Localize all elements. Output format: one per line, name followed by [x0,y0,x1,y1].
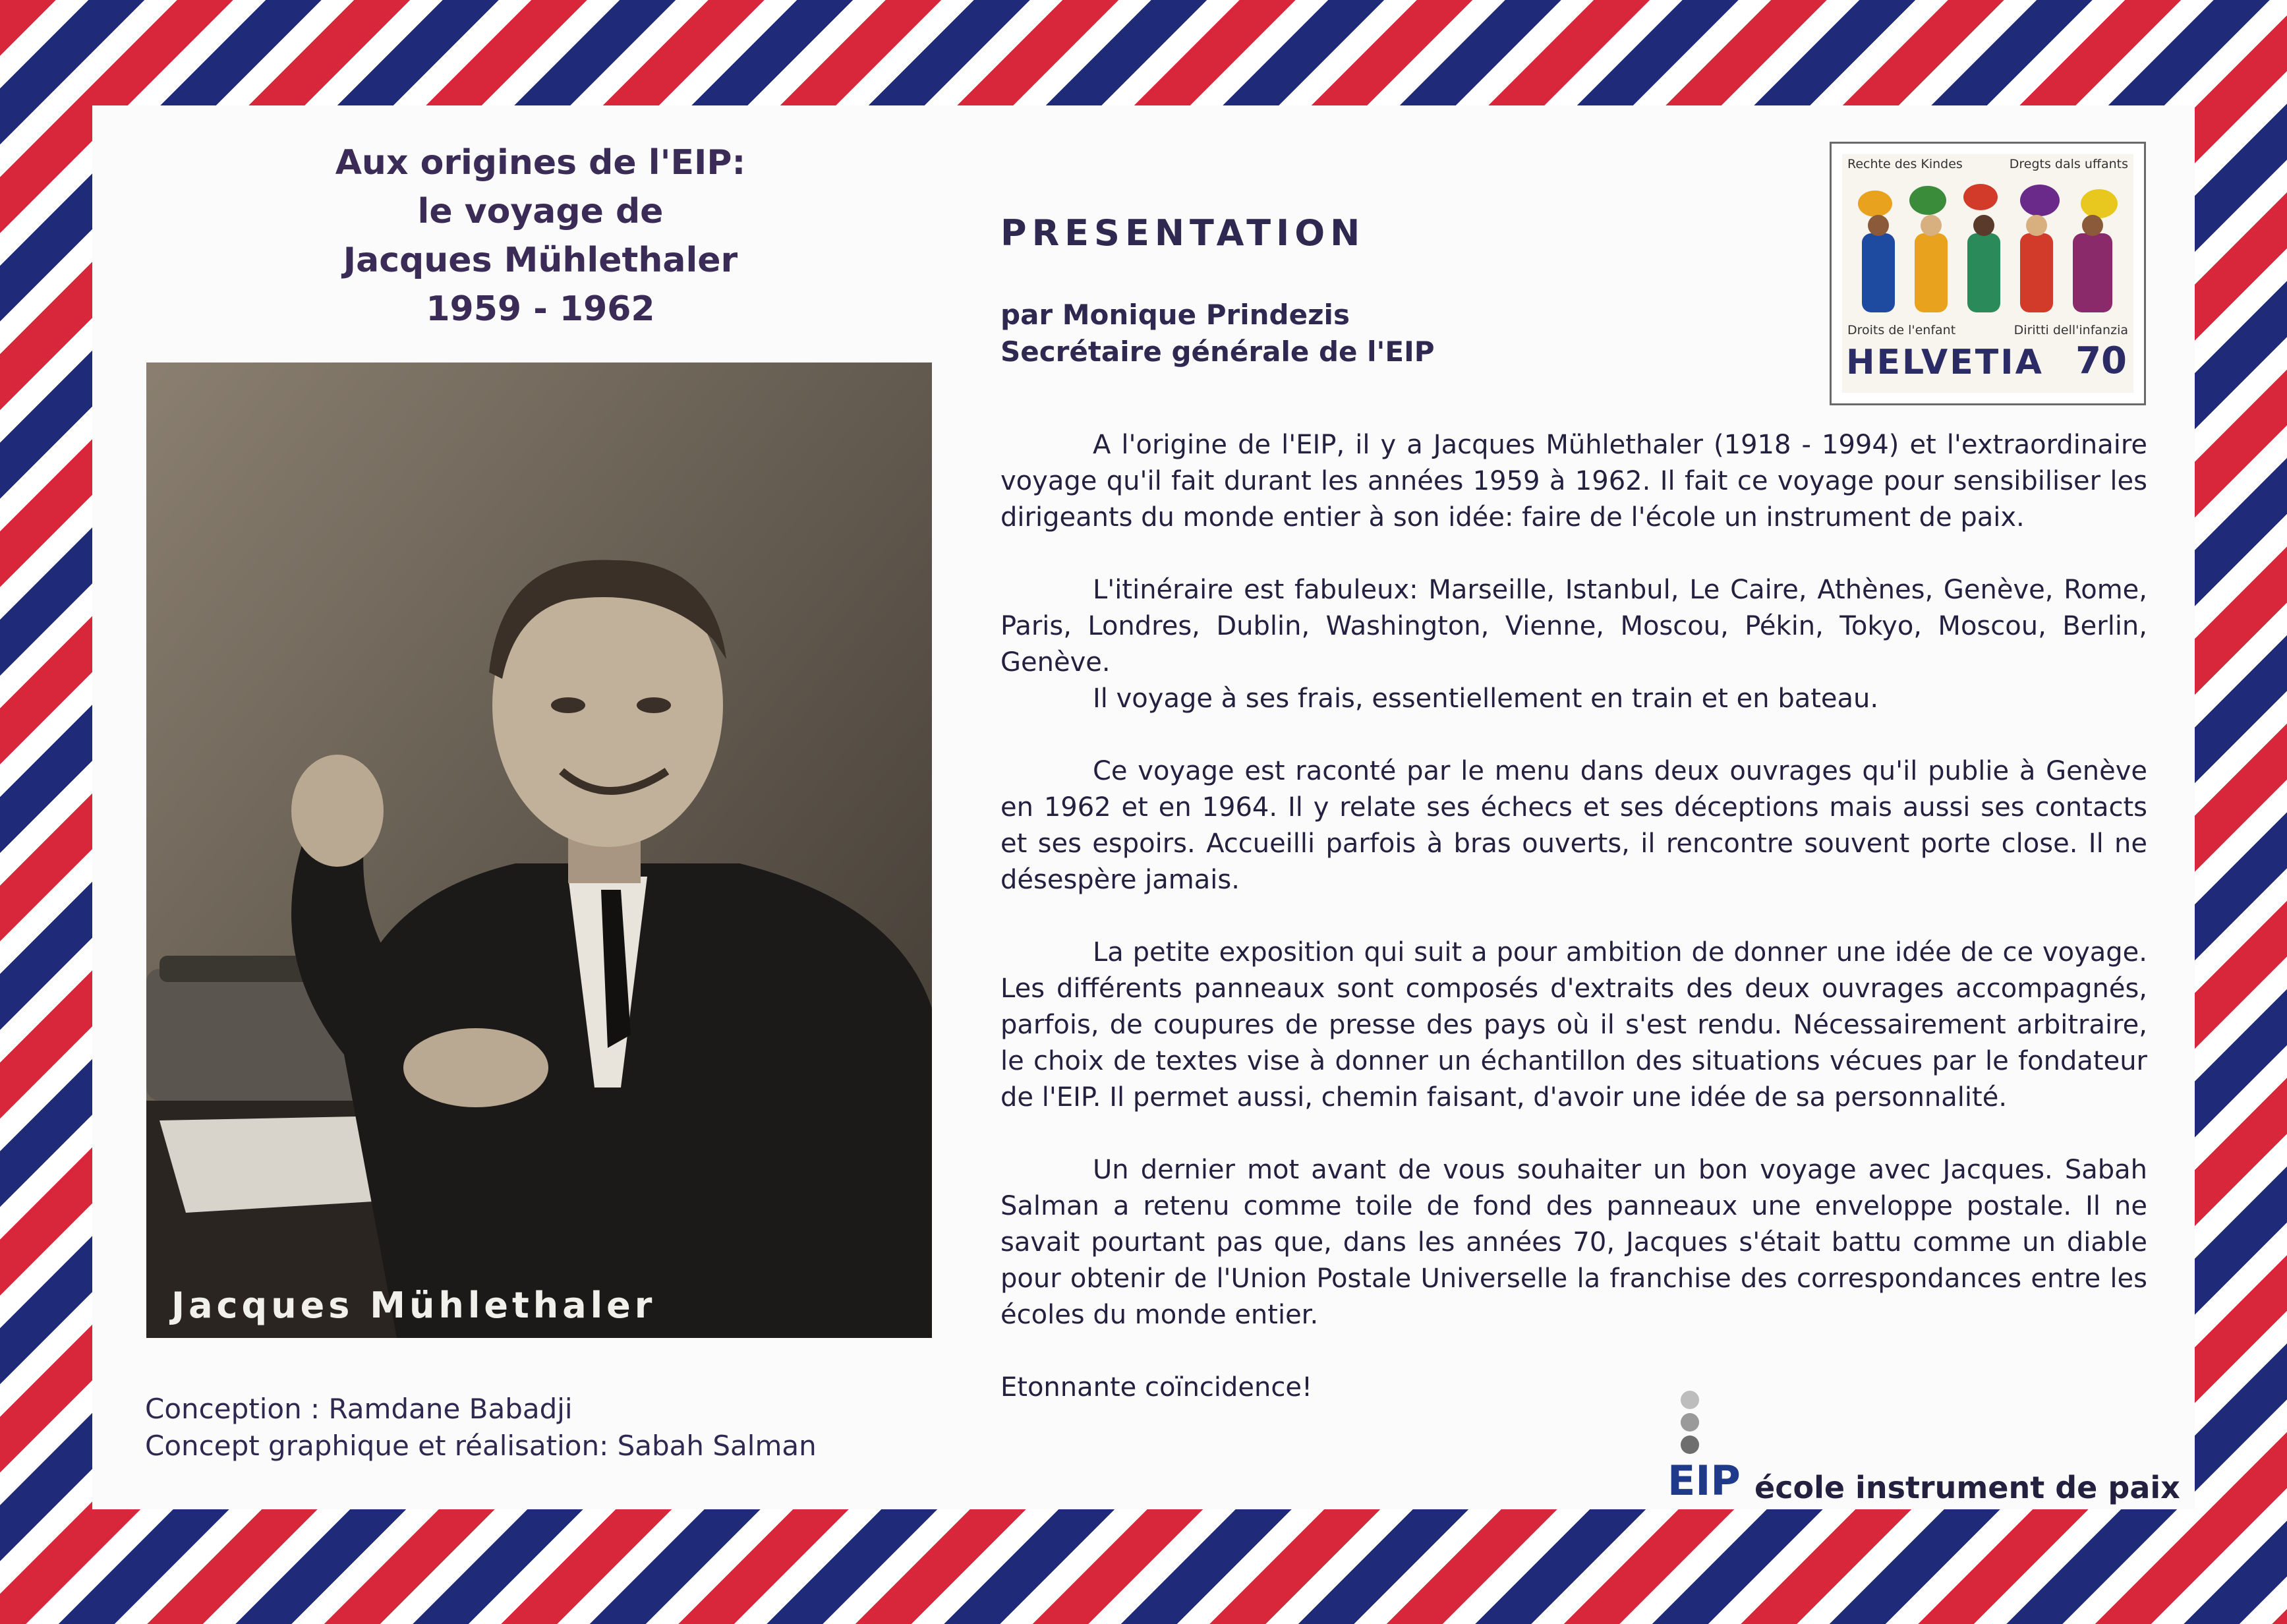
author-role: Secrétaire générale de l'EIP [1000,335,1435,368]
paragraph: A l'origine de l'EIP, il y a Jacques Mühlethaler (1918 - 1994) et l'extraordinaire voyage qu'il fait durant les années 1959 à 1962. Il fait ce voyage pour sensibiliser les dirigeants du monde entier à son idée: faire de l'école un instrument de paix. [1000,430,2147,533]
title-line: le voyage de [417,192,664,231]
title-line: Aux origines de l'EIP: [335,143,746,183]
stamp-label: Droits de l'enfant [1847,323,1956,337]
credits [145,1391,817,1464]
paragraph: Un dernier mot avant de vous souhaiter un bon voyage avec Jacques. Sabah Salman a retenu comme toile de fond des panneaux une enveloppe postale. Il ne savait pourtant pas que, dans les années 70, Jacques s'était battu comme un diable pour obtenir de l'Union Postale Universelle la franchise des correspondances entre les écoles du monde entier. [1000,1155,2147,1330]
credit-conception: Conception : Ramdane Babadji [145,1393,573,1425]
stamp-country: HELVETIA [1846,343,2044,382]
section-heading: PRESENTATION [1000,212,1366,254]
stamp-label: Dregts dals uffants [2009,157,2128,171]
byline [1000,297,1435,370]
title-line: 1959 - 1962 [426,289,655,329]
stamp-label: Diritti dell'infanzia [2013,323,2128,337]
paragraph: Il voyage à ses frais, essentiellement en train et en bateau. [1093,683,1879,714]
presentation-text [1000,427,2147,1442]
paragraph: La petite exposition qui suit a pour ambition de donner une idée de ce voyage. Les différents panneaux sont composés d'extraits des deux ouvrages accompagnés, parfois, de coupures de presse des pays où il s'est rendu. Nécessairement arbitraire, le choix de textes vise à donner un échantillon des situations vécues par le fondateur de l'EIP. Il permet aussi, chemin faisant, d'avoir une idée de sa personnalité. [1000,937,2147,1113]
paragraph: Ce voyage est raconté par le menu dans deux ouvrages qu'il publie à Genève en 1962 et en 1964. Il y relate ses échecs et ses déceptions mais aussi ses contacts et ses espoirs. Accueilli parfois à bras ouverts, il rencontre souvent porte close. Il ne désespère jamais. [1000,756,2147,895]
logo-dot [1681,1436,1699,1454]
logo-acronym: EIP [1667,1457,1741,1505]
title-line: Jacques Mühlethaler [343,241,738,280]
author-name: par Monique Prindezis [1000,299,1350,331]
portrait-photo [146,362,932,1338]
portrait-illustration [146,362,932,1338]
paragraph: L'itinéraire est fabuleux: Marseille, Istanbul, Le Caire, Athènes, Genève, Rome, Paris, Londres, Dublin, Washington, Vienne, Moscou, Pékin, Tokyo, Moscou, Berlin, Genève. [1000,575,2147,678]
logo-dot [1681,1413,1699,1432]
credit-graphic-design: Concept graphique et réalisation: Sabah Salman [145,1430,817,1462]
photo-caption: Jacques Mühlethaler [171,1285,656,1326]
logo-tagline: école instrument de paix [1754,1470,2180,1505]
logo-dot [1681,1391,1699,1409]
paragraph: Etonnante coïncidence! [1000,1372,1313,1403]
stamp-label: Rechte des Kindes [1847,157,1963,171]
panel-title [316,138,765,334]
stamp-value: 70 [2075,339,2127,382]
postage-stamp [1830,142,2146,405]
